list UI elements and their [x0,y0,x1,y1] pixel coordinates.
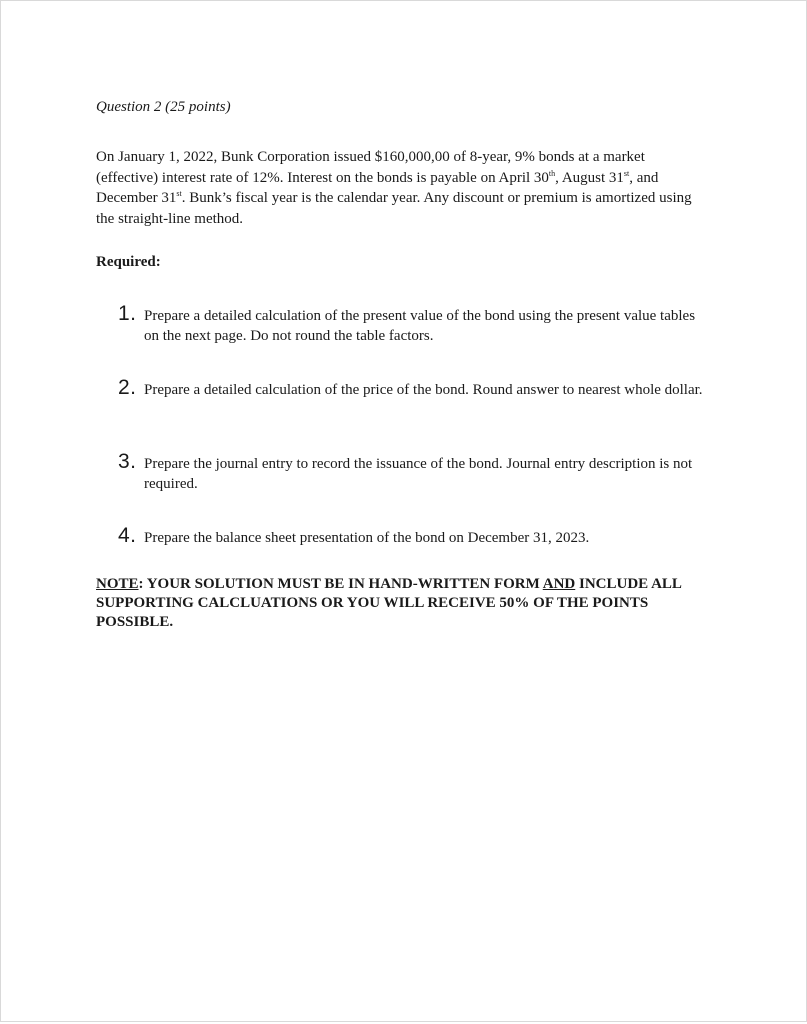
note-label: NOTE [96,576,139,592]
note-paragraph [96,575,696,632]
requirement-item-3 [118,450,708,494]
intro-text-3: , and December 31 [96,169,659,206]
requirement-text: Prepare a detailed calculation of the price of the bond. Round answer to nearest whole dollar. [144,382,703,398]
requirement-item-4 [118,524,708,549]
requirement-number: 2. [118,376,137,399]
requirement-number: 1. [118,302,137,325]
intro-text-4: . Bunk’s fiscal year is the calendar year. Any discount or premium is amortized using the straight-line method. [96,190,692,227]
question-title: Question 2 (25 points) [96,99,231,115]
intro-text-2: , August 31 [555,169,624,186]
requirement-item-2 [118,376,708,401]
note-text-2: INCLUDE ALL SUPPORTING CALCLUATIONS OR YOU WILL RECEIVE 50% OF THE POINTS POSSIBLE. [96,576,682,630]
required-heading: Required: [96,254,161,270]
note-and: AND [542,576,576,592]
question-intro-paragraph [96,147,701,229]
requirement-text: Prepare the journal entry to record the issuance of the bond. Journal entry description is not required. [144,456,693,492]
requirement-item-1 [118,302,708,346]
superscript-th: th [548,168,556,178]
requirement-text: Prepare the balance sheet presentation of the bond on December 31, 2023. [144,530,590,546]
requirement-number: 3. [118,450,137,473]
superscript-st-1: st [623,168,630,178]
intro-text-1: On January 1, 2022, Bunk Corporation issued $160,000,00 of 8-year, 9% bonds at a market (effective) interest rate of 12%. Interest on the bonds is payable on April 30 [96,149,645,186]
superscript-st-2: st [176,189,182,198]
requirement-number: 4. [118,524,137,547]
requirement-text: Prepare a detailed calculation of the present value of the bond using the present value tables on the next page. Do not round the table factors. [144,308,696,344]
note-text-1: : YOUR SOLUTION MUST BE IN HAND-WRITTEN FORM [138,576,543,592]
